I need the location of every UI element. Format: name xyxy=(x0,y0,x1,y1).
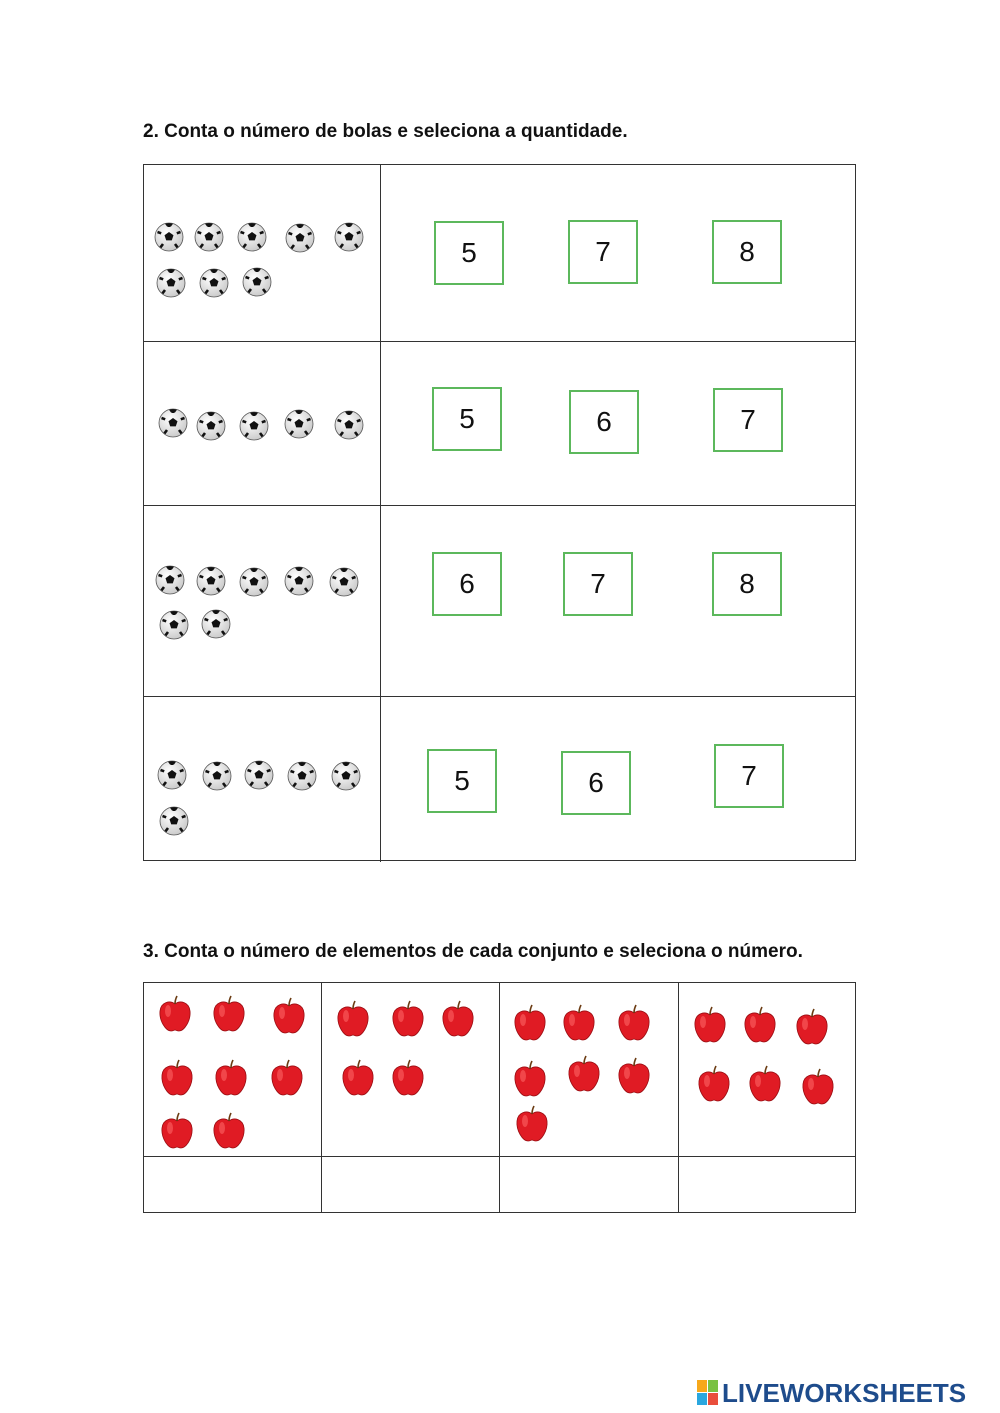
option-button[interactable]: 6 xyxy=(561,751,631,815)
soccer-ball-icon xyxy=(202,761,232,791)
answer-field[interactable] xyxy=(144,1157,321,1212)
soccer-ball-icon xyxy=(244,760,274,790)
soccer-ball-icon xyxy=(157,760,187,790)
soccer-ball-icon xyxy=(239,567,269,597)
soccer-ball-icon xyxy=(284,409,314,439)
apple-icon xyxy=(391,1000,425,1038)
options-cell xyxy=(381,697,855,862)
option-button[interactable]: 6 xyxy=(432,552,502,616)
soccer-ball-icon xyxy=(196,411,226,441)
soccer-ball-icon xyxy=(331,761,361,791)
options-cell xyxy=(381,506,855,696)
apple-group xyxy=(322,983,499,1157)
apple-icon xyxy=(567,1055,601,1093)
soccer-ball-icon xyxy=(201,609,231,639)
soccer-ball-icon xyxy=(287,761,317,791)
apple-icon xyxy=(441,1000,475,1038)
soccer-ball-icon xyxy=(284,566,314,596)
option-button[interactable]: 5 xyxy=(427,749,497,813)
set-column xyxy=(144,983,322,1212)
apple-icon xyxy=(270,1059,304,1097)
apple-icon xyxy=(795,1008,829,1046)
soccer-ball-icon xyxy=(194,222,224,252)
answer-field[interactable] xyxy=(500,1157,678,1212)
apple-icon xyxy=(562,1004,596,1042)
soccer-ball-icon xyxy=(156,268,186,298)
option-button[interactable]: 7 xyxy=(563,552,633,616)
apple-group xyxy=(144,983,321,1157)
soccer-ball-icon xyxy=(154,222,184,252)
soccer-ball-icon xyxy=(158,408,188,438)
apple-group xyxy=(679,983,855,1157)
soccer-ball-icon xyxy=(242,267,272,297)
exercise-2-heading: 2. Conta o número de bolas e seleciona a quantidade. xyxy=(143,121,628,142)
option-button[interactable]: 6 xyxy=(569,390,639,454)
apple-group xyxy=(500,983,678,1157)
set-column xyxy=(679,983,855,1212)
apple-icon xyxy=(513,1004,547,1042)
exercise-2-table xyxy=(143,164,856,861)
apple-icon xyxy=(801,1068,835,1106)
soccer-ball-icon xyxy=(334,222,364,252)
option-button[interactable]: 5 xyxy=(434,221,504,285)
options-cell xyxy=(381,165,855,341)
apple-icon xyxy=(160,1112,194,1150)
exercise-3-heading: 3. Conta o número de elementos de cada conjunto e seleciona o número. xyxy=(143,941,803,962)
set-column xyxy=(322,983,500,1212)
table-row xyxy=(144,342,855,506)
apple-icon xyxy=(391,1059,425,1097)
soccer-ball-icon xyxy=(334,410,364,440)
table-row xyxy=(144,697,855,862)
apple-icon xyxy=(212,1112,246,1150)
table-row xyxy=(144,165,855,342)
option-button[interactable]: 7 xyxy=(713,388,783,452)
soccer-ball-icon xyxy=(159,610,189,640)
apple-icon xyxy=(617,1057,651,1095)
option-button[interactable]: 8 xyxy=(712,552,782,616)
apple-icon xyxy=(515,1105,549,1143)
apple-icon xyxy=(693,1006,727,1044)
answer-field[interactable] xyxy=(679,1157,855,1212)
soccer-ball-icon xyxy=(155,565,185,595)
apple-icon xyxy=(272,997,306,1035)
option-button[interactable]: 5 xyxy=(432,387,502,451)
ball-group xyxy=(144,506,381,696)
soccer-ball-icon xyxy=(199,268,229,298)
apple-icon xyxy=(513,1060,547,1098)
answer-field[interactable] xyxy=(322,1157,499,1212)
logo-text: LIVEWORKSHEETS xyxy=(722,1377,967,1408)
soccer-ball-icon xyxy=(196,566,226,596)
option-button[interactable]: 7 xyxy=(714,744,784,808)
apple-icon xyxy=(341,1059,375,1097)
options-cell xyxy=(381,342,855,505)
table-row xyxy=(144,506,855,697)
soccer-ball-icon xyxy=(285,223,315,253)
exercise-3-table xyxy=(143,982,856,1213)
apple-icon xyxy=(336,1000,370,1038)
apple-icon xyxy=(214,1059,248,1097)
soccer-ball-icon xyxy=(329,567,359,597)
apple-icon xyxy=(743,1006,777,1044)
apple-icon xyxy=(748,1065,782,1103)
apple-icon xyxy=(212,995,246,1033)
soccer-ball-icon xyxy=(239,411,269,441)
liveworksheets-logo xyxy=(697,1378,966,1408)
ball-group xyxy=(144,342,381,505)
set-column xyxy=(500,983,679,1212)
logo-mark-icon xyxy=(697,1380,719,1406)
apple-icon xyxy=(158,995,192,1033)
apple-icon xyxy=(697,1065,731,1103)
ball-group xyxy=(144,697,381,862)
option-button[interactable]: 7 xyxy=(568,220,638,284)
soccer-ball-icon xyxy=(159,806,189,836)
option-button[interactable]: 8 xyxy=(712,220,782,284)
apple-icon xyxy=(617,1004,651,1042)
ball-group xyxy=(144,165,381,341)
apple-icon xyxy=(160,1059,194,1097)
soccer-ball-icon xyxy=(237,222,267,252)
